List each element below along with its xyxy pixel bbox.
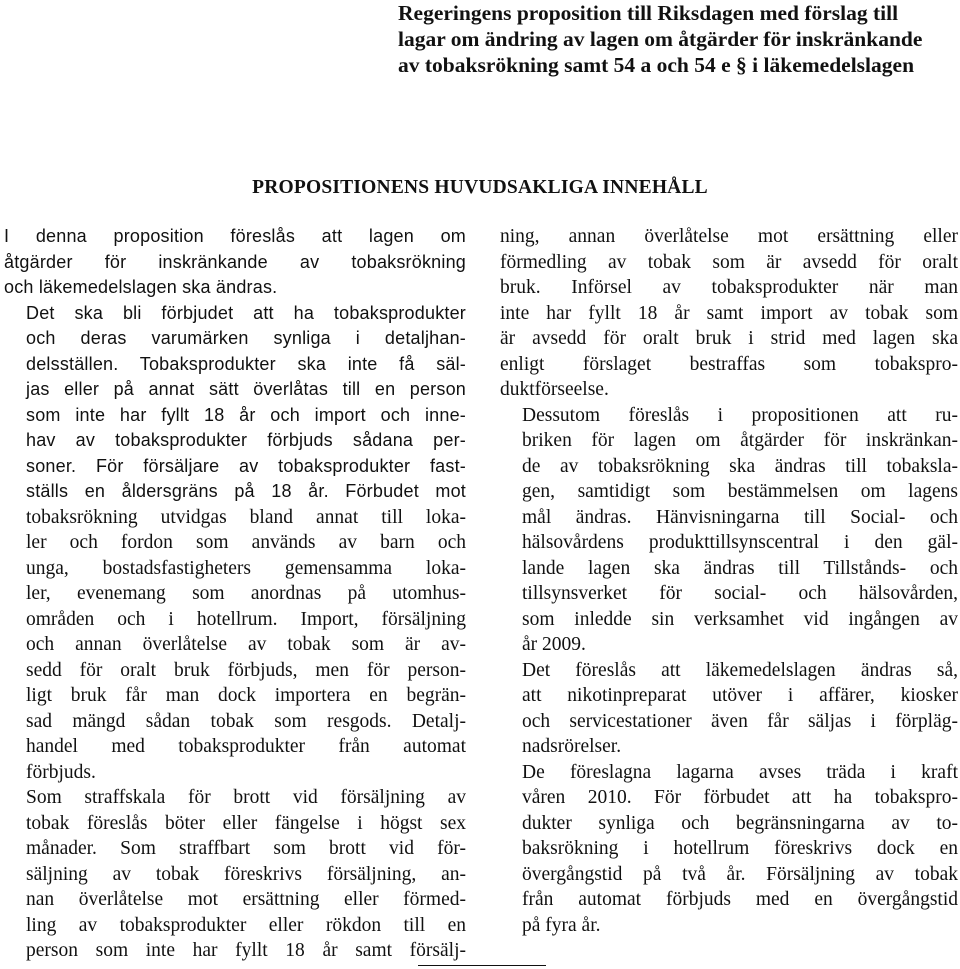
text-line: år 2009. bbox=[522, 634, 586, 655]
title-line: lagar om ändring av lagen om åtgärder för inskränkande bbox=[398, 27, 923, 51]
text-line: förbjuds. bbox=[26, 761, 96, 783]
text-line: våren 2010. För förbudet att ha tobakspro- bbox=[522, 787, 958, 808]
footnote-rule bbox=[418, 965, 546, 966]
text-line: ler och fordon som används av barn och bbox=[26, 532, 466, 553]
text-line: nan överlåtelse mot ersättning eller förmed- bbox=[26, 889, 466, 910]
text-line: Det ska bli förbjudet att ha tobaksprodukter bbox=[26, 302, 466, 323]
text-line: mål ändras. Hänvisningarna till Social- och bbox=[522, 506, 958, 528]
text-line: handel med tobaksprodukter från automat bbox=[26, 736, 466, 757]
text-line: sad mängd sådan tobak som resgods. Detalj- bbox=[26, 710, 466, 732]
title-line: Regeringens proposition till Riksdagen med förslag till bbox=[398, 1, 899, 25]
paragraph bbox=[500, 658, 958, 760]
text-line: åtgärder för inskränkande av tobaksrökning bbox=[4, 251, 466, 272]
text-line: tobak föreslås böter eller fängelse i högst sex bbox=[26, 812, 466, 834]
text-line: de av tobaksrökning ska ändras till tobaksla- bbox=[522, 455, 958, 477]
paragraph bbox=[500, 403, 958, 658]
text-line: duktförseelse. bbox=[500, 379, 609, 400]
text-line: person som inte har fyllt 18 år samt försälj- bbox=[26, 940, 466, 961]
text-line: ling av tobaksprodukter eller rökdon till en bbox=[26, 914, 466, 936]
text-line: sedd för oralt bruk förbjuds, men för person- bbox=[26, 659, 466, 681]
section-heading: PROPOSITIONENS HUVUDSAKLIGA INNEHÅLL bbox=[252, 177, 708, 198]
text-line: tillsynsverket för social- och hälsovården, bbox=[522, 583, 958, 604]
text-line: hälsovårdens produkttillsynscentral i den gäl- bbox=[522, 532, 958, 553]
text-line: att nikotinpreparat utöver i affärer, kiosker bbox=[522, 685, 958, 706]
text-line: hav av tobaksprodukter förbjuds sådana per- bbox=[26, 430, 466, 450]
right-column bbox=[500, 224, 958, 938]
text-line: ligt bruk får man dock importera en begrän- bbox=[26, 685, 466, 706]
text-line: delsställen. Tobaksprodukter ska inte få säl- bbox=[26, 353, 466, 374]
text-line: månader. Som straffbart som brott vid för- bbox=[26, 838, 466, 859]
text-line: inte har fyllt 18 år samt import av tobak som bbox=[500, 302, 958, 324]
text-line: bruk. Införsel av tobaksprodukter när man bbox=[500, 277, 958, 298]
text-line: dukter synliga och begränsningarna av to- bbox=[522, 812, 958, 834]
text-line: lande lagen ska ändras till Tillstånds- och bbox=[522, 557, 958, 579]
text-line: tobaksrökning utvidgas bland annat till loka- bbox=[26, 506, 466, 528]
text-line: soner. För försäljare av tobaksprodukter fast- bbox=[26, 455, 466, 476]
paragraph bbox=[4, 785, 466, 964]
text-line: som inledde sin verksamhet vid ingången av bbox=[522, 608, 958, 630]
text-line: baksrökning i hotellrum föreskrivs dock en bbox=[522, 838, 958, 859]
text-line: områden och i hotellrum. Import, försäljning bbox=[26, 608, 466, 630]
text-line: på fyra år. bbox=[522, 914, 601, 936]
paragraph bbox=[4, 301, 466, 786]
text-line: förmedling av tobak som är avsedd för oralt bbox=[500, 251, 958, 273]
text-line: Dessutom föreslås i propositionen att ru- bbox=[522, 404, 958, 426]
text-line: och läkemedelslagen ska ändras. bbox=[4, 277, 278, 297]
text-line: och servicestationer även får säljas i förpläg- bbox=[522, 710, 958, 732]
text-line: ning, annan överlåtelse mot ersättning eller bbox=[500, 226, 958, 247]
text-line: unga, bostadsfastigheters gemensamma loka- bbox=[26, 557, 466, 579]
text-line: som inte har fyllt 18 år och import och inne- bbox=[26, 404, 466, 425]
text-line: från automat förbjuds med en övergångstid bbox=[522, 889, 958, 910]
text-line: briken för lagen om åtgärder för inskränkan- bbox=[522, 430, 958, 451]
text-line: och deras varumärken synliga i detaljhan- bbox=[26, 328, 466, 348]
text-line: De föreslagna lagarna avses träda i kraft bbox=[522, 761, 958, 783]
text-line: är avsedd för oralt bruk i strid med lagen ska bbox=[500, 328, 958, 349]
text-line: gen, samtidigt som bestämmelsen om lagens bbox=[522, 481, 958, 502]
paragraph bbox=[500, 760, 958, 939]
text-line: I denna proposition föreslås att lagen om bbox=[4, 226, 466, 246]
text-line: Som straffskala för brott vid försäljning av bbox=[26, 787, 466, 808]
title-line: av tobaksrökning samt 54 a och 54 e § i läkemedelslagen bbox=[398, 53, 915, 77]
left-column bbox=[4, 224, 466, 964]
paragraph bbox=[500, 224, 958, 403]
text-line: säljning av tobak föreskrivs försäljning, an- bbox=[26, 863, 466, 885]
text-line: ler, evenemang som anordnas på utomhus- bbox=[26, 583, 466, 604]
proposition-title bbox=[398, 0, 958, 78]
text-line: jas eller på annat sätt överlåtas till en person bbox=[26, 379, 466, 399]
text-line: Det föreslås att läkemedelslagen ändras så, bbox=[522, 659, 958, 681]
text-line: enligt förslaget bestraffas som tobakspro- bbox=[500, 353, 958, 375]
text-line: ställs en åldersgräns på 18 år. Förbudet mot bbox=[26, 481, 466, 501]
paragraph bbox=[4, 224, 466, 301]
text-line: nadsrörelser. bbox=[522, 736, 622, 757]
text-line: och annan överlåtelse av tobak som är av- bbox=[26, 634, 466, 655]
text-line: övergångstid på två år. Försäljning av tobak bbox=[522, 863, 958, 885]
